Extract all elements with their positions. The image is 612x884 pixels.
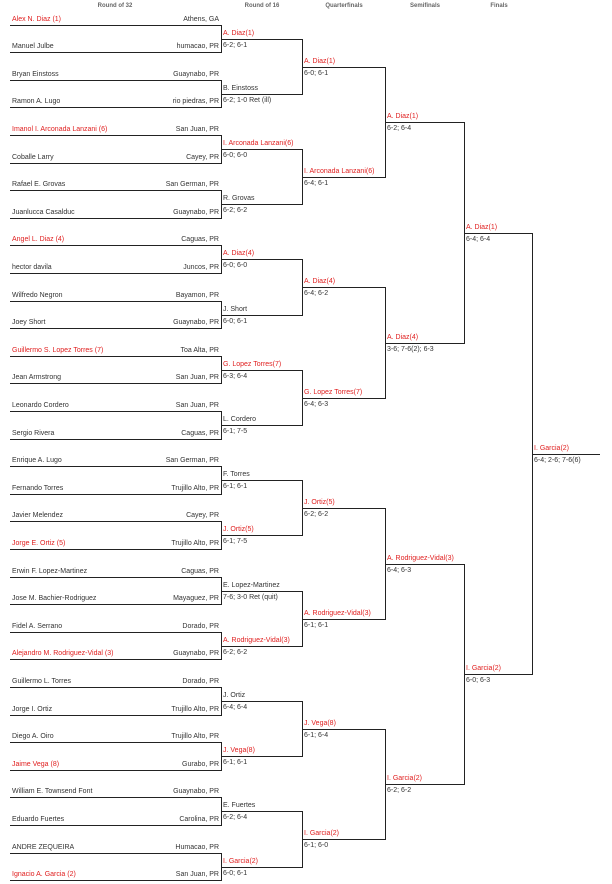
- player-name[interactable]: ANDRE ZEQUEIRA: [12, 844, 75, 851]
- player-name[interactable]: Rafael E. Grovas: [12, 181, 66, 188]
- r32-line: [10, 797, 221, 798]
- r16-winner-name[interactable]: G. Lopez Torres(7): [223, 361, 282, 368]
- match-score: 6-0; 6-1: [223, 318, 248, 325]
- r32-line: [10, 439, 221, 440]
- match-score: 6-1; 6-1: [304, 622, 329, 629]
- match-score: 3-6; 7-6(2); 6-3: [387, 346, 434, 353]
- player-name[interactable]: Juanlucca Casalduc: [12, 209, 75, 216]
- match-score: 6-4; 6-1: [304, 180, 329, 187]
- player-name[interactable]: Bryan Einstoss: [12, 71, 59, 78]
- r16-winner-name[interactable]: J. Ortiz: [223, 692, 246, 699]
- match-score: 6-0; 6-0: [223, 262, 248, 269]
- qf-winner-name[interactable]: J. Vega(8): [304, 720, 336, 727]
- r16-winner-name[interactable]: J. Ortiz(5): [223, 526, 254, 533]
- match-score: 6-2; 6-2: [387, 787, 412, 794]
- r16-line: [221, 370, 302, 371]
- match-score: 6-2; 6-4: [387, 125, 412, 132]
- match-score: 6-1; 6-1: [223, 759, 248, 766]
- player-location: San Juan, PR: [175, 402, 219, 409]
- qf-winner-name[interactable]: G. Lopez Torres(7): [304, 389, 363, 396]
- match-score: 6-1; 6-1: [223, 483, 248, 490]
- r32-line: [10, 742, 221, 743]
- match-score: 6-0; 6-0: [223, 152, 248, 159]
- player-location: Guaynabo, PR: [173, 319, 219, 326]
- player-name[interactable]: Jaime Vega (8): [12, 761, 60, 768]
- match-score: 6-1; 6-4: [304, 732, 329, 739]
- player-name[interactable]: Alejandro M. Rodriguez-Vidal (3): [12, 650, 114, 657]
- r32-line: [10, 632, 221, 633]
- r32-line: [10, 273, 221, 274]
- player-name[interactable]: Imanol I. Arconada Lanzani (6): [12, 126, 108, 133]
- r32-line: [10, 163, 221, 164]
- qf-line: [302, 729, 385, 730]
- r32-line: [10, 659, 221, 660]
- r32-line: [10, 80, 221, 81]
- player-location: Cayey, PR: [186, 154, 219, 161]
- r16-line: [221, 756, 302, 757]
- r16-line: [221, 535, 302, 536]
- r16-winner-name[interactable]: E. Lopez-Martinez: [223, 582, 280, 589]
- r16-line: [221, 480, 302, 481]
- player-location: San Juan, PR: [175, 126, 219, 133]
- champion-name[interactable]: I. Garcia(2): [534, 445, 570, 452]
- player-location: Athens, GA: [183, 16, 219, 23]
- player-location: Caguas, PR: [181, 430, 219, 437]
- player-location: Guaynabo, PR: [173, 71, 219, 78]
- player-name[interactable]: Sergio Rivera: [12, 430, 55, 437]
- player-name[interactable]: Eduardo Fuertes: [12, 816, 65, 823]
- player-location: Trujillo Alto, PR: [171, 733, 219, 740]
- r16-line: [221, 591, 302, 592]
- player-name[interactable]: William E. Townsend Font: [12, 788, 93, 795]
- player-location: Juncos, PR: [183, 264, 219, 271]
- r32-line: [10, 411, 221, 412]
- player-name[interactable]: Joey Short: [12, 319, 46, 326]
- match-score: 7-6; 3-0 Ret (quit): [223, 594, 278, 601]
- r16-line: [221, 425, 302, 426]
- r16-line: [221, 39, 302, 40]
- r16-winner-name[interactable]: E. Fuertes: [223, 802, 256, 809]
- match-score: 6-4; 6-4: [466, 236, 491, 243]
- player-location: Gurabo, PR: [182, 761, 219, 768]
- player-name[interactable]: Ramon A. Lugo: [12, 98, 61, 105]
- r32-line: [10, 494, 221, 495]
- r32-line: [10, 301, 221, 302]
- r16-winner-name[interactable]: L. Cordero: [223, 416, 257, 423]
- r32-line: [10, 715, 221, 716]
- player-location: Trujillo Alto, PR: [171, 540, 219, 547]
- r16-winner-name[interactable]: F. Torres: [223, 471, 250, 478]
- player-name[interactable]: hector davila: [12, 264, 52, 271]
- r32-line: [10, 328, 221, 329]
- match-score: 6-2; 6-2: [304, 511, 329, 518]
- r16-line: [221, 646, 302, 647]
- finalist-name[interactable]: A. Diaz(1): [466, 224, 498, 231]
- finalist-name[interactable]: I. Garcia(2): [466, 665, 502, 672]
- match-score: 6-1; 6-0: [304, 842, 329, 849]
- player-location: Toa Alta, PR: [180, 347, 219, 354]
- r16-winner-name[interactable]: A. Rodriguez-Vidal(3): [223, 637, 290, 644]
- r16-line: [221, 94, 302, 95]
- player-location: San Juan, PR: [175, 871, 219, 878]
- header-quarterfinals: Quarterfinals: [325, 3, 363, 9]
- r32-line: [10, 190, 221, 191]
- r16-winner-name[interactable]: J. Short: [223, 306, 248, 313]
- player-name[interactable]: Fidel A. Serrano: [12, 623, 63, 630]
- r32-line: [10, 853, 221, 854]
- match-score: 6-1; 7-5: [223, 538, 248, 545]
- player-location: Cayey, PR: [186, 512, 219, 519]
- f-line: [464, 674, 532, 675]
- player-location: Guaynabo, PR: [173, 788, 219, 795]
- qf-winner-name[interactable]: A. Diaz(1): [304, 58, 336, 65]
- match-score: 6-1; 7-5: [223, 428, 248, 435]
- r16-winner-name[interactable]: A. Diaz(1): [223, 30, 255, 37]
- header-finals: Finals: [490, 3, 508, 9]
- player-location: Bayamon, PR: [175, 292, 219, 299]
- qf-line: [302, 619, 385, 620]
- sf-winner-name[interactable]: A. Diaz(1): [387, 113, 419, 120]
- player-name[interactable]: Ignacio A. Garcia (2): [12, 871, 76, 878]
- r32-line: [10, 770, 221, 771]
- r32-line: [10, 25, 221, 26]
- qf-line: [302, 839, 385, 840]
- r32-line: [10, 604, 221, 605]
- sf-winner-name[interactable]: A. Rodriguez-Vidal(3): [387, 555, 454, 562]
- player-name[interactable]: Coballe Larry: [12, 154, 54, 161]
- header-semifinals: Semifinals: [409, 3, 440, 9]
- r32-line: [10, 356, 221, 357]
- sf-line: [385, 343, 464, 344]
- match-score: 6-0; 6-1: [223, 870, 248, 877]
- player-name[interactable]: Guillermo S. Lopez Torres (7): [12, 347, 104, 354]
- player-location: Humacao, PR: [175, 844, 219, 851]
- champion-score: 6-4; 2-6; 7-6(6): [534, 457, 581, 464]
- sf-winner-name[interactable]: I. Garcia(2): [387, 775, 423, 782]
- r16-line: [221, 701, 302, 702]
- player-location: Caguas, PR: [181, 236, 219, 243]
- r32-line: [10, 52, 221, 53]
- player-name[interactable]: Erwin F. Lopez-Martinez: [12, 568, 88, 575]
- player-location: San Juan, PR: [175, 374, 219, 381]
- sf-winner-name[interactable]: A. Diaz(4): [387, 334, 419, 341]
- header-round-of-32: Round of 32: [97, 3, 133, 9]
- player-name[interactable]: Manuel Julbe: [12, 43, 54, 50]
- r32-line: [10, 135, 221, 136]
- match-score: 6-3; 6-4: [223, 373, 248, 380]
- player-name[interactable]: Jose M. Bachier-Rodriguez: [12, 595, 97, 602]
- r32-line: [10, 577, 221, 578]
- r32-line: [10, 549, 221, 550]
- r32-line: [10, 245, 221, 246]
- qf-winner-name[interactable]: I. Garcia(2): [304, 830, 340, 837]
- player-location: San German, PR: [165, 457, 219, 464]
- r16-line: [221, 811, 302, 812]
- sf-line: [385, 564, 464, 565]
- player-name[interactable]: Alex N. Diaz (1): [12, 16, 62, 23]
- player-name[interactable]: Angel L. Diaz (4): [12, 236, 65, 243]
- match-score: 6-2; 1-0 Ret (ill): [223, 97, 272, 104]
- player-location: humacao, PR: [176, 43, 219, 50]
- qf-winner-name[interactable]: A. Diaz(4): [304, 278, 336, 285]
- r16-winner-name[interactable]: I. Arconada Lanzani(6): [223, 140, 294, 147]
- player-location: Guaynabo, PR: [173, 650, 219, 657]
- player-location: Mayaguez, PR: [173, 595, 219, 602]
- qf-winner-name[interactable]: A. Rodriguez-Vidal(3): [304, 610, 371, 617]
- player-location: Dorado, PR: [182, 623, 219, 630]
- match-score: 6-4; 6-4: [223, 704, 248, 711]
- player-name[interactable]: Jean Armstrong: [12, 374, 62, 381]
- r32-line: [10, 107, 221, 108]
- match-score: 6-4; 6-3: [387, 567, 412, 574]
- match-score: 6-0; 6-1: [304, 70, 329, 77]
- match-score: 6-0; 6-3: [466, 677, 491, 684]
- player-name[interactable]: Fernando Torres: [12, 485, 64, 492]
- r16-winner-name[interactable]: I. Garcia(2): [223, 858, 259, 865]
- qf-line: [302, 508, 385, 509]
- match-score: 6-4; 6-2: [304, 290, 329, 297]
- player-name[interactable]: Wilfredo Negron: [12, 292, 63, 299]
- player-location: Trujillo Alto, PR: [171, 706, 219, 713]
- r32-line: [10, 218, 221, 219]
- f-line: [464, 233, 532, 234]
- r16-winner-name[interactable]: R. Grovas: [223, 195, 255, 202]
- match-score: 6-2; 6-4: [223, 814, 248, 821]
- r16-winner-name[interactable]: B. Einstoss: [223, 85, 259, 92]
- r16-winner-name[interactable]: A. Diaz(4): [223, 250, 255, 257]
- sf-line: [385, 784, 464, 785]
- header-round-of-16: Round of 16: [244, 3, 280, 9]
- sf-line: [385, 122, 464, 123]
- player-name[interactable]: Leonardo Cordero: [12, 402, 69, 409]
- player-name[interactable]: Jorge I. Ortiz: [12, 706, 53, 713]
- player-name[interactable]: Guillermo L. Torres: [12, 678, 72, 685]
- qf-winner-name[interactable]: I. Arconada Lanzani(6): [304, 168, 375, 175]
- player-location: Dorado, PR: [182, 678, 219, 685]
- r32-line: [10, 825, 221, 826]
- match-score: 6-2; 6-2: [223, 649, 248, 656]
- player-location: Trujillo Alto, PR: [171, 485, 219, 492]
- player-name[interactable]: Javier Melendez: [12, 512, 63, 519]
- qf-line: [302, 398, 385, 399]
- r32-line: [10, 383, 221, 384]
- r32-line: [10, 880, 221, 881]
- r32-line: [10, 687, 221, 688]
- r16-winner-name[interactable]: J. Vega(8): [223, 747, 255, 754]
- match-score: 6-2; 6-2: [223, 207, 248, 214]
- match-score: 6-4; 6-3: [304, 401, 329, 408]
- player-location: Carolina, PR: [179, 816, 219, 823]
- player-location: rio piedras, PR: [172, 98, 219, 105]
- player-location: San German, PR: [165, 181, 219, 188]
- match-score: 6-2; 6-1: [223, 42, 248, 49]
- r16-line: [221, 315, 302, 316]
- r16-line: [221, 204, 302, 205]
- champion-line: [532, 454, 600, 455]
- r16-line: [221, 259, 302, 260]
- player-name[interactable]: Jorge E. Ortiz (5): [12, 540, 66, 547]
- r32-line: [10, 466, 221, 467]
- r16-line: [221, 867, 302, 868]
- qf-line: [302, 287, 385, 288]
- qf-winner-name[interactable]: J. Ortiz(5): [304, 499, 335, 506]
- qf-line: [302, 177, 385, 178]
- player-name[interactable]: Diego A. Oiro: [12, 733, 54, 740]
- player-location: Caguas, PR: [181, 568, 219, 575]
- qf-line: [302, 67, 385, 68]
- r16-line: [221, 149, 302, 150]
- r32-line: [10, 521, 221, 522]
- player-name[interactable]: Enrique A. Lugo: [12, 457, 62, 464]
- player-location: Guaynabo, PR: [173, 209, 219, 216]
